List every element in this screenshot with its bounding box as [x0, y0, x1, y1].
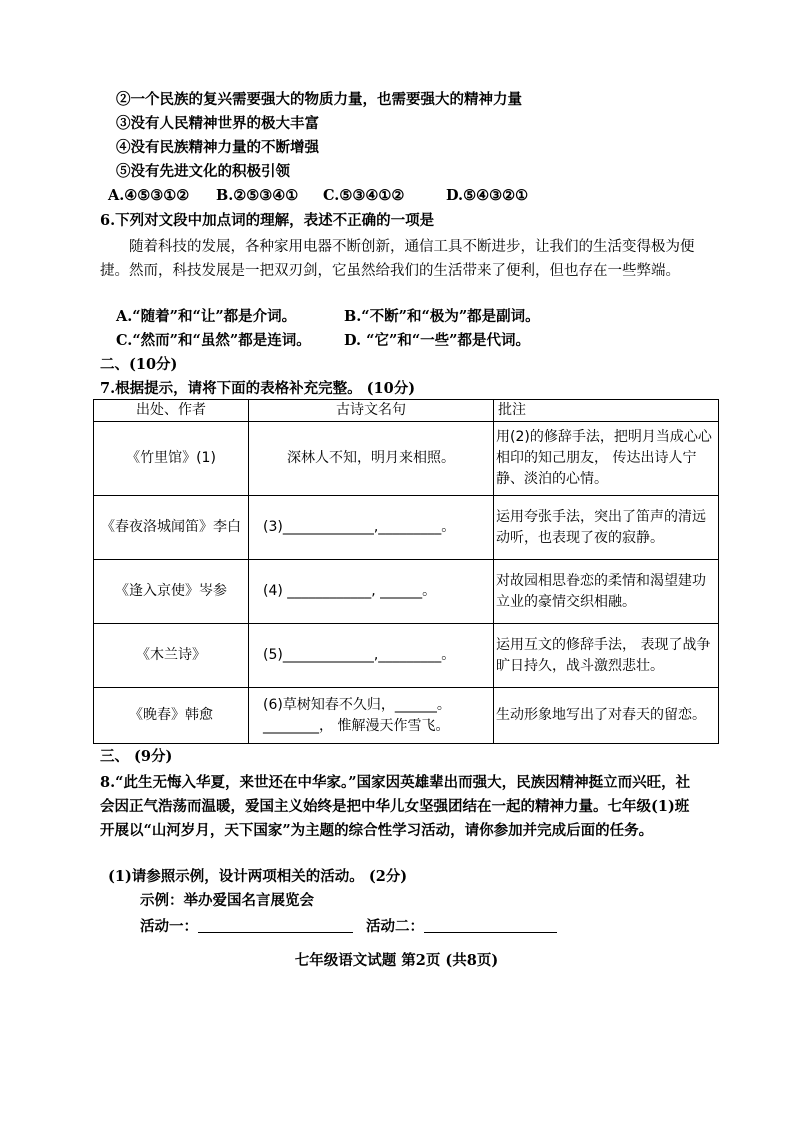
table-row: [94, 624, 719, 688]
q6-passage: 随着科技的发展，各种家用电器不断创新，通信工具不断进步，让我们的生活变得极为便捷。然而，科技发展是一把双刃剑，它虽然给我们的生活带来了便利，但也存在一些弊端。: [100, 239, 695, 279]
q7-stem: 7.根据提示，请将下面的表格补充完整。 (10分): [100, 380, 416, 397]
row4-source: 《木兰诗》: [94, 624, 249, 688]
table-header-row: [94, 400, 719, 422]
row5-source: 《晚春》韩愈: [94, 688, 249, 744]
row2-note: 运用夸张手法，突出了笛声的清远动听，也表现了夜的寂静。: [494, 496, 719, 560]
section-2-title: 二、(10分): [100, 356, 178, 373]
section-3-title: 三、 (9分): [100, 748, 173, 765]
item-3: ③没有人民精神世界的极大丰富: [116, 115, 319, 132]
q6-option-b: B.“不断”和“极为”都是副词。: [344, 308, 540, 325]
q6-stem: 6.下列对文段中加点词的理解，表述不正确的一项是: [100, 212, 435, 229]
q6-option-d: D. “它”和“一些”都是代词。: [344, 332, 531, 349]
table-row: [94, 422, 719, 496]
activity-one-blank: [198, 917, 353, 933]
row4-line: (5)_____________,_________。: [249, 624, 494, 688]
activity-one-label: 活动一：: [140, 918, 198, 935]
q8-example: 示例：举办爱国名言展览会: [140, 892, 314, 909]
q8-text: 8.“此生无悔入华夏，来世还在中华家。”国家因英雄辈出而强大，民族因精神挺立而兴旺，社会因正气浩荡而温暖，爱国主义始终是把中华儿女坚强团结在一起的精神力量。七年级(1)班开展以“山河岁月，天下国家”为主题的综合性学习活动，请你参加并完成后面的任务。: [100, 774, 691, 839]
table-row: [94, 688, 719, 744]
q5-option-c: C.⑤③④①②: [323, 187, 405, 204]
q5-option-a: A.④⑤③①②: [108, 187, 190, 204]
item-2: ②一个民族的复兴需要强大的物质力量，也需要强大的精神力量: [116, 91, 522, 108]
header-source: 出处、作者: [94, 400, 249, 422]
item-5: ⑤没有先进文化的积极引领: [116, 163, 290, 180]
item-4: ④没有民族精神力量的不断增强: [116, 139, 319, 156]
page-footer: 七年级语文试题 第2页 (共8页): [294, 952, 499, 969]
header-note: 批注: [494, 400, 719, 422]
row1-note: 用(2)的修辞手法，把明月当成心心相印的知己朋友， 传达出诗人宁静、淡泊的心情。: [494, 422, 719, 496]
header-line: 古诗文名句: [249, 400, 494, 422]
activity-one: [140, 917, 353, 937]
row1-source: 《竹里馆》(1): [94, 422, 249, 496]
row3-note: 对故园相思眷恋的柔情和渴望建功立业的豪情交织相融。: [494, 560, 719, 624]
q8-sub1: (1)请参照示例，设计两项相关的活动。 (2分): [108, 868, 408, 885]
table-row: [94, 496, 719, 560]
row4-note: 运用互文的修辞手法， 表现了战争旷日持久，战斗激烈悲壮。: [494, 624, 719, 688]
row3-source: 《逢入京使》岑参: [94, 560, 249, 624]
activity-two-label: 活动二：: [366, 918, 424, 935]
q5-option-b: B.②⑤③④①: [216, 187, 299, 204]
row2-source: 《春夜洛城闻笛》李白: [94, 496, 249, 560]
row2-line: (3)_____________,_________。: [249, 496, 494, 560]
row3-line: (4) ____________, ______。: [249, 560, 494, 624]
q6-option-c: C.“然而”和“虽然”都是连词。: [116, 332, 311, 349]
row5-note: 生动形象地写出了对春天的留恋。: [494, 688, 719, 744]
row1-line: 深林人不知，明月来相照。: [249, 422, 494, 496]
q5-option-d: D.⑤④③②①: [446, 187, 529, 204]
activity-two-blank: [424, 917, 557, 933]
table-row: [94, 560, 719, 624]
poem-table: [93, 399, 719, 744]
q6-option-a: A.“随着”和“让”都是介词。: [116, 308, 297, 325]
activity-two: [366, 917, 557, 937]
row5-line: (6)草树知春不久归，______。________， 惟解漫天作雪飞。: [249, 688, 494, 744]
